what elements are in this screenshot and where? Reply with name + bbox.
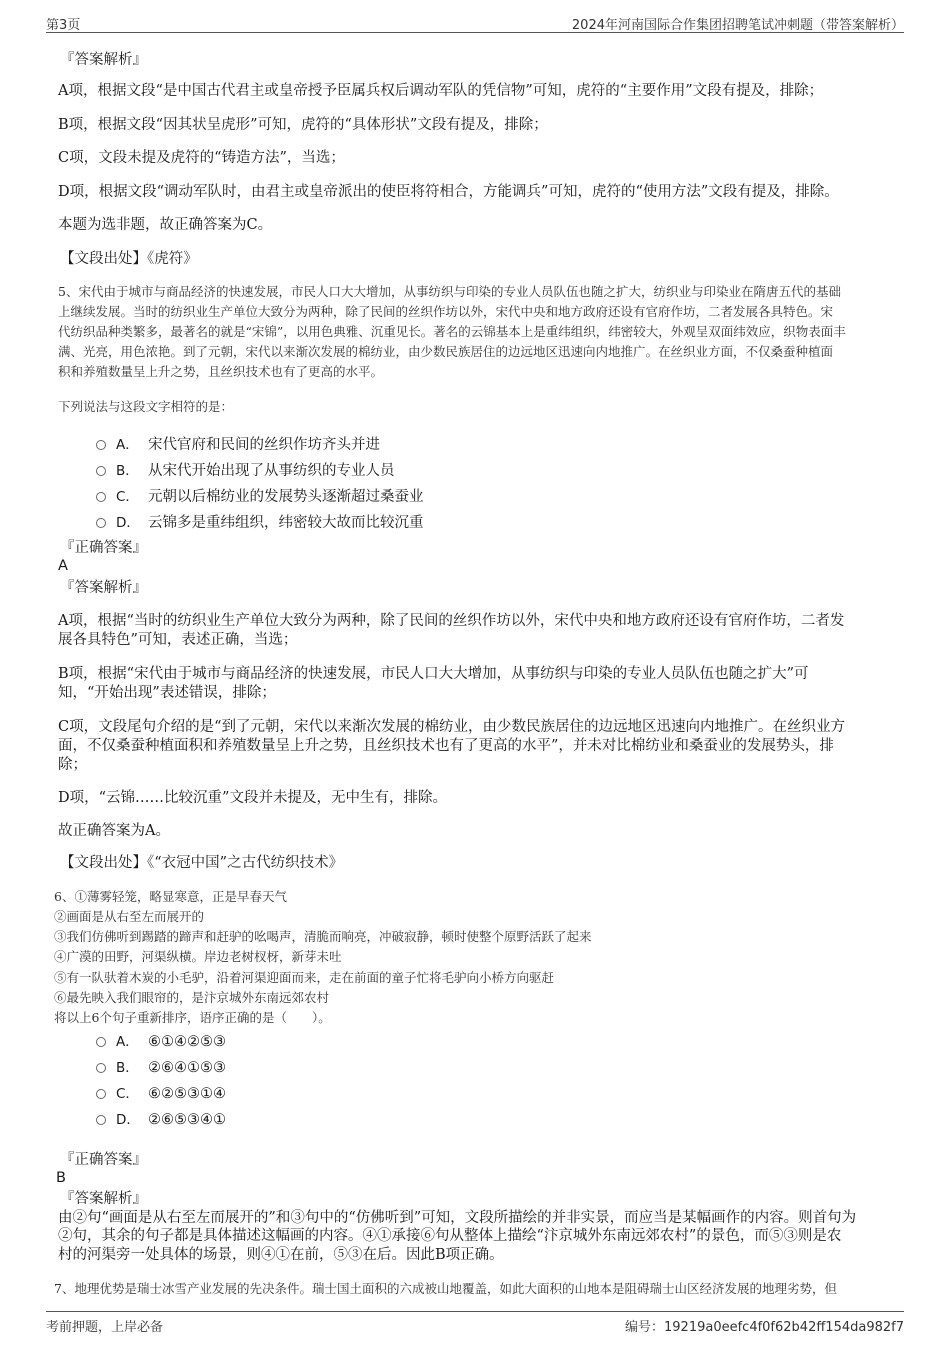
q5-question: 下列说法与这段文字相符的是： [58, 399, 234, 414]
q5-option-a[interactable]: A． 宋代官府和民间的丝织作坊齐头并进 [96, 433, 380, 454]
q5-answer: A [58, 558, 68, 574]
q5-option-b[interactable]: B． 从宋代开始出现了从事纺织的专业人员 [96, 459, 395, 480]
q5-passage-line: 5、宋代由于城市与商品经济的快速发展，市民人口大大增加，从事纺织与印染的专业人员队伍也随之扩大，纺织业与印染业在隋唐五代的基础 [58, 284, 841, 299]
q6-sentence: ⑤有一队驮着木炭的小毛驴，沿着河渠迎面而来，走在前面的童子忙将毛驴向小桥方向驱赶 [54, 970, 555, 985]
q6-sentence: ③我们仿佛听到踢踏的蹄声和赶驴的吆喝声，清脆而响亮，冲破寂静，顿时使整个原野活跃了起来 [54, 929, 592, 944]
q4-analysis-label: 『答案解析』 [60, 52, 147, 68]
q4-analysis-d: D项，根据文段“调动军队时，由君主或皇帝派出的使臣将符相合，方能调兵”可知，虎符的“使用方法”文段有提及，排除。 [58, 184, 839, 200]
q6-sentence: ④广漠的田野，河渠纵横。岸边老树杈枒，新芽未吐 [54, 949, 342, 964]
q5-analysis-c: 面，不仅桑蚕种植面积和养殖数量呈上升之势，且丝织技术也有了更高的水平”，并未对比棉纺业和桑蚕业的发展势头，排 [58, 738, 834, 754]
q6-analysis: ②句，其余的句子都是具体描述这幅画的内容。④①承接⑥句从整体上描绘“汴京城外东南远郊农村”的景色，而⑤③则是农 [58, 1228, 842, 1244]
q5-passage-line: 积和养殖数量呈上升之势，且丝织技术也有了更高的水平。 [58, 364, 384, 379]
page-footer [46, 1311, 904, 1335]
q6-option-d[interactable]: D． ②⑥⑤③④① [96, 1108, 226, 1128]
q6-answer: B [56, 1170, 66, 1186]
q5-passage-line: 代纺织品种类繁多，最著名的就是“宋锦”，以用色典雅、沉重见长。著名的云锦基本上是重纬组织，纬密较大，外观呈双面纬效应，织物表面丰 [58, 324, 846, 339]
q5-passage-line: 满、光亮，用色浓艳。到了元朝，宋代以来渐次发展的棉纺业，由少数民族居住的边远地区迅速向内地推广。在丝织业方面，不仅桑蚕种植面 [58, 344, 834, 359]
radio-button[interactable] [96, 492, 106, 502]
q5-analysis-label: 『答案解析』 [60, 580, 147, 596]
q5-passage-line: 上继续发展。当时的纺织业生产单位大致分为两种，除了民间的丝织作坊以外，宋代中央和地方政府还设有官府作坊，二者发展各具特色。宋 [58, 304, 834, 319]
radio-button[interactable] [96, 1115, 106, 1125]
radio-button[interactable] [96, 518, 106, 528]
q6-question: 将以上6个句子重新排序，语序正确的是（ ）。 [54, 1010, 331, 1025]
q6-option-b[interactable]: B． ②⑥④①⑤③ [96, 1056, 226, 1076]
q4-analysis-a: A项，根据文段“是中国古代君主或皇帝授予臣属兵权后调动军队的凭信物”可知，虎符的“主要作用”文段有提及，排除； [58, 83, 824, 99]
q5-analysis-c: C项，文段尾句介绍的是“到了元朝，宋代以来渐次发展的棉纺业，由少数民族居住的边远地区迅速向内地推广。在丝织业方 [58, 719, 846, 735]
page-header [46, 12, 904, 33]
q5-answer-label: 『正确答案』 [60, 540, 147, 556]
q5-option-c[interactable]: C． 元朝以后棉纺业的发展势头逐渐超过桑蚕业 [96, 485, 424, 506]
q5-analysis-b: 知，“开始出现”表述错误，排除； [58, 685, 276, 701]
q5-analysis-c: 除； [58, 757, 87, 773]
radio-button[interactable] [96, 1089, 106, 1099]
q6-option-a[interactable]: A． ⑥①④②⑤③ [96, 1030, 226, 1050]
q4-analysis-b: B项，根据文段“因其状呈虎形”可知，虎符的“具体形状”文段有提及，排除； [58, 117, 548, 133]
radio-button[interactable] [96, 1037, 106, 1047]
q4-conclusion: 本题为选非题，故正确答案为C。 [58, 217, 273, 233]
q5-analysis-d: D项，“云锦……比较沉重”文段并未提及，无中生有，排除。 [58, 790, 447, 806]
q4-source: 【文段出处】《虎符》 [60, 251, 198, 267]
q5-source: 【文段出处】《“衣冠中国”之古代纺织技术》 [60, 855, 344, 871]
document-id: 编号：19219a0eefc4f0f62b42ff154da982f7 [625, 1320, 904, 1335]
footer-slogan: 考前押题，上岸必备 [46, 1320, 164, 1335]
radio-button[interactable] [96, 1063, 106, 1073]
q6-analysis-label: 『答案解析』 [60, 1191, 147, 1207]
q5-analysis-a: A项，根据“当时的纺织业生产单位大致分为两种，除了民间的丝织作坊以外，宋代中央和地方政府还设有官府作坊，二者发 [58, 613, 845, 629]
q6-analysis: 村的河渠旁一处具体的场景，则④①在前，⑤③在后。因此B项正确。 [58, 1247, 504, 1263]
q6-option-c[interactable]: C． ⑥②⑤③①④ [96, 1082, 226, 1102]
radio-button[interactable] [96, 440, 106, 450]
q6-sentence: ⑥最先映入我们眼帘的，是汴京城外东南远郊农村 [54, 990, 330, 1005]
q6-analysis: 由②句“画面是从右至左而展开的”和③句中的“仿佛听到”可知，文段所描绘的并非实景，而应当是某幅画作的内容。则首句为 [58, 1210, 857, 1226]
document-title: 2024年河南国际合作集团招聘笔试冲刺题（带答案解析） [571, 18, 904, 33]
q5-option-d[interactable]: D． 云锦多是重纬组织，纬密较大故而比较沉重 [96, 511, 424, 532]
q6-sentence: 6、①薄雾轻笼，略显寒意，正是早春天气 [54, 889, 287, 904]
q5-conclusion: 故正确答案为A。 [58, 823, 170, 839]
page-number: 第3页 [46, 18, 81, 33]
radio-button[interactable] [96, 466, 106, 476]
q4-analysis-c: C项，文段未提及虎符的“铸造方法”，当选； [58, 150, 345, 166]
q7-passage-line: 7、地理优势是瑞士冰雪产业发展的先决条件。瑞士国土面积的六成被山地覆盖，如此大面积的山地本是阻碍瑞士山区经济发展的地理劣势，但 [54, 1281, 837, 1296]
q6-answer-label: 『正确答案』 [60, 1152, 147, 1168]
q6-sentence: ②画面是从右至左而展开的 [54, 909, 205, 924]
q5-analysis-b: B项，根据“宋代由于城市与商品经济的快速发展，市民人口大大增加，从事纺织与印染的专业人员队伍也随之扩大”可 [58, 666, 809, 682]
q5-analysis-a: 展各具特色”可知，表述正确，当选； [58, 632, 298, 648]
